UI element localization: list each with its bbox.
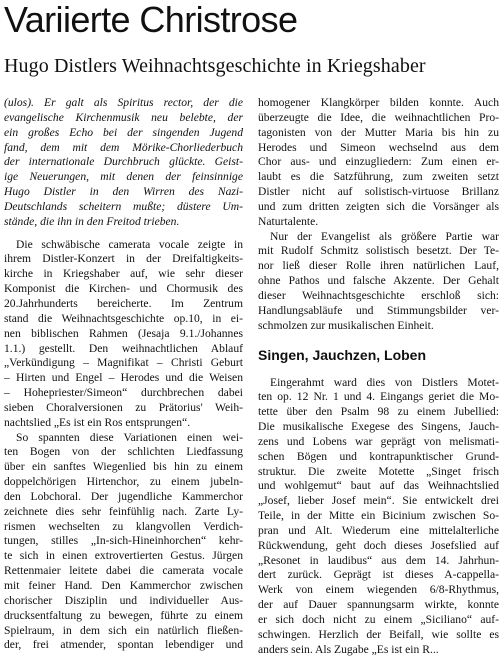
body-line: nen biblischen Rahmen (Jesaja 9.1./Johannes bbox=[4, 326, 243, 340]
intro-line: ein großes Echo bei der singenden Jugend bbox=[4, 125, 243, 139]
body-line: homogener Klangkörper bilden konnte. Auch bbox=[258, 96, 499, 109]
heading-gap bbox=[258, 364, 499, 376]
body-line: struktur. Die zweite Motette „Singet frisch bbox=[258, 464, 499, 478]
intro-line: Deutschlands scheitern mußte; düstere Um- bbox=[4, 199, 243, 213]
body-line: drucksentfaltung zu bewegen, führte zu einem bbox=[4, 608, 243, 622]
intro-line: fand, dem mit dem Mörike-Chorliederbuch bbox=[4, 140, 243, 154]
body-line: Rettenmaier leitete dabei die camerata vocale bbox=[4, 564, 243, 578]
intro-line: Hugo Distler in den Wirren des Nazi- bbox=[4, 185, 243, 199]
body-line: schen Bögen und kontrapunktischer Grund- bbox=[258, 449, 499, 463]
body-line: Chor aus- und einzugliedern: Zum einen er- bbox=[258, 155, 499, 169]
paragraph-gap bbox=[4, 230, 243, 238]
body-line: ten op. 12 Nr. 1 und 4. Eingangs geriet die Mo- bbox=[258, 390, 499, 404]
body-line: mit feiner Hand. Den Kammerchor zwischen bbox=[4, 579, 243, 592]
right-column bbox=[258, 96, 499, 658]
body-line: rismen wechselten zu klangvollen Verdich- bbox=[4, 519, 243, 533]
body-line: Teile, in der Mitte ein Bicinium zwischen So- bbox=[258, 509, 499, 523]
body-line: 20.Jahrhunderts bereicherte. Im Zentrum bbox=[4, 296, 243, 310]
body-line: dieser Weihnachtsgeschichte erschloß sich: bbox=[258, 288, 499, 302]
body-line: der auf Dauer spannungsarm wirkte, konnte bbox=[258, 598, 499, 612]
heading-gap bbox=[258, 334, 499, 346]
body-line: „Resonet in laudibus“ aus dem 14. Jahrhun- bbox=[258, 553, 499, 567]
body-paragraph-5 bbox=[258, 376, 499, 658]
body-line: zens und Lobens war geprägt von melismati- bbox=[258, 434, 499, 448]
intro-line: ige Neuerungen, mit denen der feinsinnige bbox=[4, 170, 243, 184]
body-line: und wohlgemut“ baut auf das Weihnachtslied bbox=[258, 479, 499, 493]
body-line: Distler nicht auf solistisch-virtuose Brillanz bbox=[258, 185, 499, 199]
body-line: tungen, stilles „In-sich-Hineinhorchen“ kehr- bbox=[4, 534, 243, 548]
body-paragraph-1 bbox=[4, 238, 243, 431]
body-line: Rückwendung, geht doch dieses Josefslied auf bbox=[258, 538, 499, 552]
section-heading: Singen, Jauchzen, Loben bbox=[258, 346, 427, 363]
body-line: tette über den Psalm 98 zu einem Jubellied: bbox=[258, 405, 499, 419]
headline: Variierte Christrose bbox=[4, 0, 298, 40]
body-line: ten Bogen von der schlichten Liedfassung bbox=[4, 445, 243, 459]
body-line: doppelchörigen Hirtenchor, zu einem jubeln- bbox=[4, 475, 243, 489]
body-line: tagonisten von der Mutter Maria bis hin zu bbox=[258, 125, 499, 139]
body-line: Die musikalische Exegese des Singens, Jauch- bbox=[258, 420, 499, 434]
body-paragraph-3 bbox=[258, 96, 499, 230]
body-line: kirche in Kriegshaber auf, wie sehr dieser bbox=[4, 267, 243, 281]
body-line: mit Rudolf Schmitz solistisch besetzt. Der Te- bbox=[258, 244, 499, 258]
body-line: – Hohepriester/Simeon“ durchbrechen dabei bbox=[4, 386, 243, 400]
body-line: pran und Alt. Wiederum eine mittelalterliche bbox=[258, 523, 499, 537]
body-line: Die schwäbische camerata vocale zeigte in bbox=[16, 237, 243, 251]
left-column bbox=[4, 96, 243, 653]
body-line: Werk von einem wiegenden 6/8-Rhythmus, bbox=[258, 583, 499, 597]
body-line: Herodes und Simeon wechselnd aus dem bbox=[258, 140, 499, 154]
body-line: überzeugte die Idee, die weihnachtlichen Pro- bbox=[258, 110, 499, 124]
body-line: sieben Choralversionen zu Prätorius' Weih- bbox=[4, 400, 243, 414]
body-line: Eingerahmt ward dies von Distlers Motet- bbox=[270, 375, 499, 389]
body-line: chorischer Disziplin und individueller Aus- bbox=[4, 593, 243, 607]
body-line: So spannten diese Variationen einen wei- bbox=[16, 430, 243, 444]
body-line: „Josef, lieber Josef mein“. Sie entwickelt drei bbox=[258, 494, 499, 508]
body-line: – Hirten und Engel – Herodes und die Weisen bbox=[4, 371, 243, 385]
body-line: den Lobchoral. Der jugendliche Kammerchor bbox=[4, 489, 243, 503]
body-line: anders sein. Als Zugabe „Es ist ein R... bbox=[258, 642, 439, 656]
body-line: te sich in einen extrovertierten Gestus. Jürgen bbox=[4, 549, 243, 563]
body-line: dert zurück. Geprägt ist dieses A-cappella- bbox=[258, 568, 499, 582]
body-line: Spielraum, in dem sich ein natürlich fließen- bbox=[4, 623, 243, 637]
intro-line: der internationale Durchbruch glückte. Geist- bbox=[4, 155, 243, 169]
intro-line: stände, die ihn in den Freitod trieben. bbox=[4, 214, 180, 228]
subheadline: Hugo Distlers Weihnachtsgeschichte in Kriegshaber bbox=[4, 55, 426, 77]
body-line: er sich doch nicht zu einem „Siciliano“ auf- bbox=[258, 613, 499, 626]
body-line: schmolzen zur musikalischen Einheit. bbox=[258, 318, 434, 332]
body-line: zeichnete dies sehr feinfühlig nach. Zarte Ly- bbox=[4, 504, 243, 518]
body-paragraph-4 bbox=[258, 230, 499, 334]
body-line: über ein sanftes Wiegenlied bis hin zu einem bbox=[4, 460, 243, 474]
body-line: der, frei atmender, spontan lebendiger und bbox=[4, 638, 243, 652]
body-line: ihrem Distler-Konzert in der Dreifaltigkeits- bbox=[4, 252, 243, 266]
body-line: nor ließ dieser Rolle ihren natürlichen Lauf, bbox=[258, 259, 499, 273]
body-line: Naturtalente. bbox=[258, 214, 319, 228]
body-line: nachtslied „Es ist ein Ros entsprungen“. bbox=[4, 415, 191, 429]
intro-paragraph bbox=[4, 96, 243, 230]
body-paragraph-2 bbox=[4, 431, 243, 654]
body-line: Handlungsabläufe und Stimmungsbilder ver- bbox=[258, 303, 499, 317]
body-line: Komponist die Kirchen- und Chormusik des bbox=[4, 282, 243, 296]
body-line: 1.1.) gestellt. Den weihnachtlichen Ablauf bbox=[4, 341, 243, 355]
body-line: laubt es die Satzführung, zum zweiten setzt bbox=[258, 170, 499, 184]
intro-line: (ulos). Er galt als Spiritus rector, der die bbox=[4, 96, 243, 109]
body-line: stand die Weihnachtsgeschichte op.10, in ei- bbox=[4, 311, 243, 325]
intro-line: evangelische Kirchenmusik neu belebte, der bbox=[4, 110, 243, 124]
body-line: Nur der Evangelist als größere Partie war bbox=[270, 229, 499, 243]
body-line: und zum dritten zeigten sich die Vorsänger als bbox=[258, 199, 499, 213]
body-line: schwingen. Herzlich der Beifall, wie sollte es bbox=[258, 627, 499, 641]
body-line: „Verkündigung – Magnifikat – Christi Geburt bbox=[4, 356, 243, 370]
body-line: ohne Pathos und falsche Akzente. Der Gehalt bbox=[258, 274, 499, 288]
